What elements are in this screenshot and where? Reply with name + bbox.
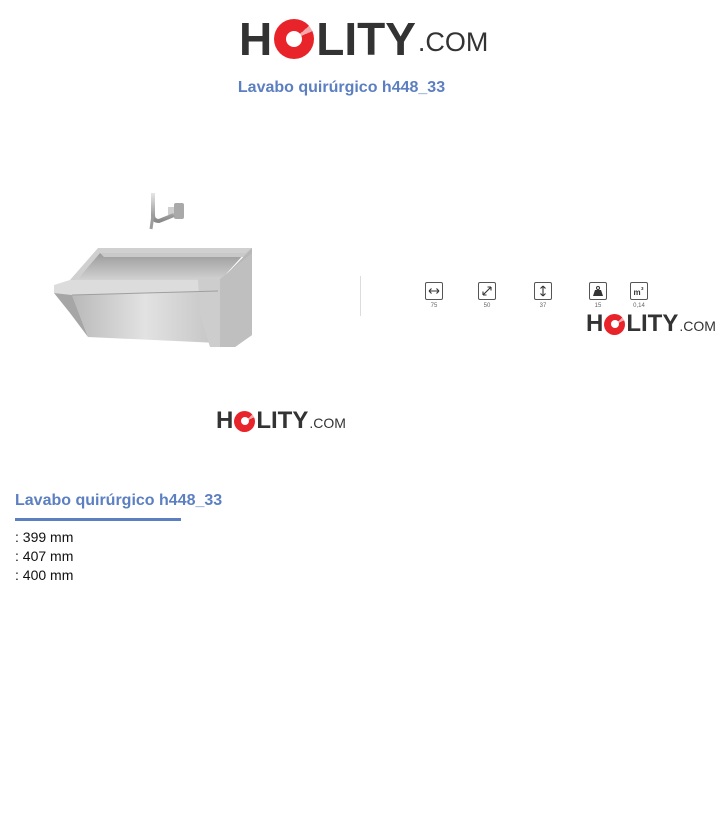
- logo-text-prefix: H: [216, 407, 234, 434]
- width-arrow-icon: [428, 285, 440, 297]
- logo-text-prefix: H: [586, 310, 604, 337]
- spec-row: : 400 mm: [15, 567, 74, 583]
- logo-text-suffix: LITY: [316, 13, 416, 65]
- product-image-sink[interactable]: [40, 185, 280, 360]
- volume-m3-icon: [633, 285, 645, 297]
- watermark-logo: [216, 407, 346, 435]
- spec-depth: [478, 282, 496, 309]
- spec-weight: [589, 282, 607, 309]
- svg-text:3: 3: [641, 286, 644, 291]
- spec-volume: [630, 282, 648, 309]
- site-logo[interactable]: [239, 12, 488, 66]
- spec-height: [534, 282, 552, 309]
- spec-row: : 407 mm: [15, 548, 74, 564]
- product-name-heading: Lavabo quirúrgico h448_33: [15, 492, 223, 509]
- gallery-divider: [360, 276, 361, 316]
- spec-width: [425, 282, 443, 309]
- logo-text-prefix: H: [239, 13, 273, 65]
- spec-row: : 399 mm: [15, 529, 74, 545]
- logo-o-mark-icon: [234, 411, 255, 432]
- spec-width-value: 75: [430, 303, 438, 309]
- logo-dotcom: .COM: [417, 27, 489, 57]
- logo-text-suffix: LITY: [626, 310, 679, 337]
- depth-arrow-icon: [481, 285, 493, 297]
- spec-list: [15, 528, 73, 585]
- page-title: Lavabo quirúrgico h448_33: [237, 79, 446, 96]
- heading-underline: [15, 518, 181, 521]
- logo-dotcom: .COM: [309, 414, 346, 431]
- logo-dotcom: .COM: [679, 317, 716, 334]
- svg-text:m: m: [633, 288, 641, 297]
- spec-depth-value: 50: [483, 303, 491, 309]
- watermark-logo: [586, 310, 716, 338]
- logo-text-suffix: LITY: [256, 407, 309, 434]
- spec-weight-value: 15: [594, 303, 602, 309]
- height-arrow-icon: [537, 285, 549, 297]
- logo-o-mark-icon: [604, 314, 625, 335]
- spec-height-value: 37: [539, 303, 547, 309]
- spec-volume-value: 0,14: [633, 303, 645, 309]
- logo-o-mark-icon: [274, 19, 314, 59]
- weight-icon: [592, 285, 604, 297]
